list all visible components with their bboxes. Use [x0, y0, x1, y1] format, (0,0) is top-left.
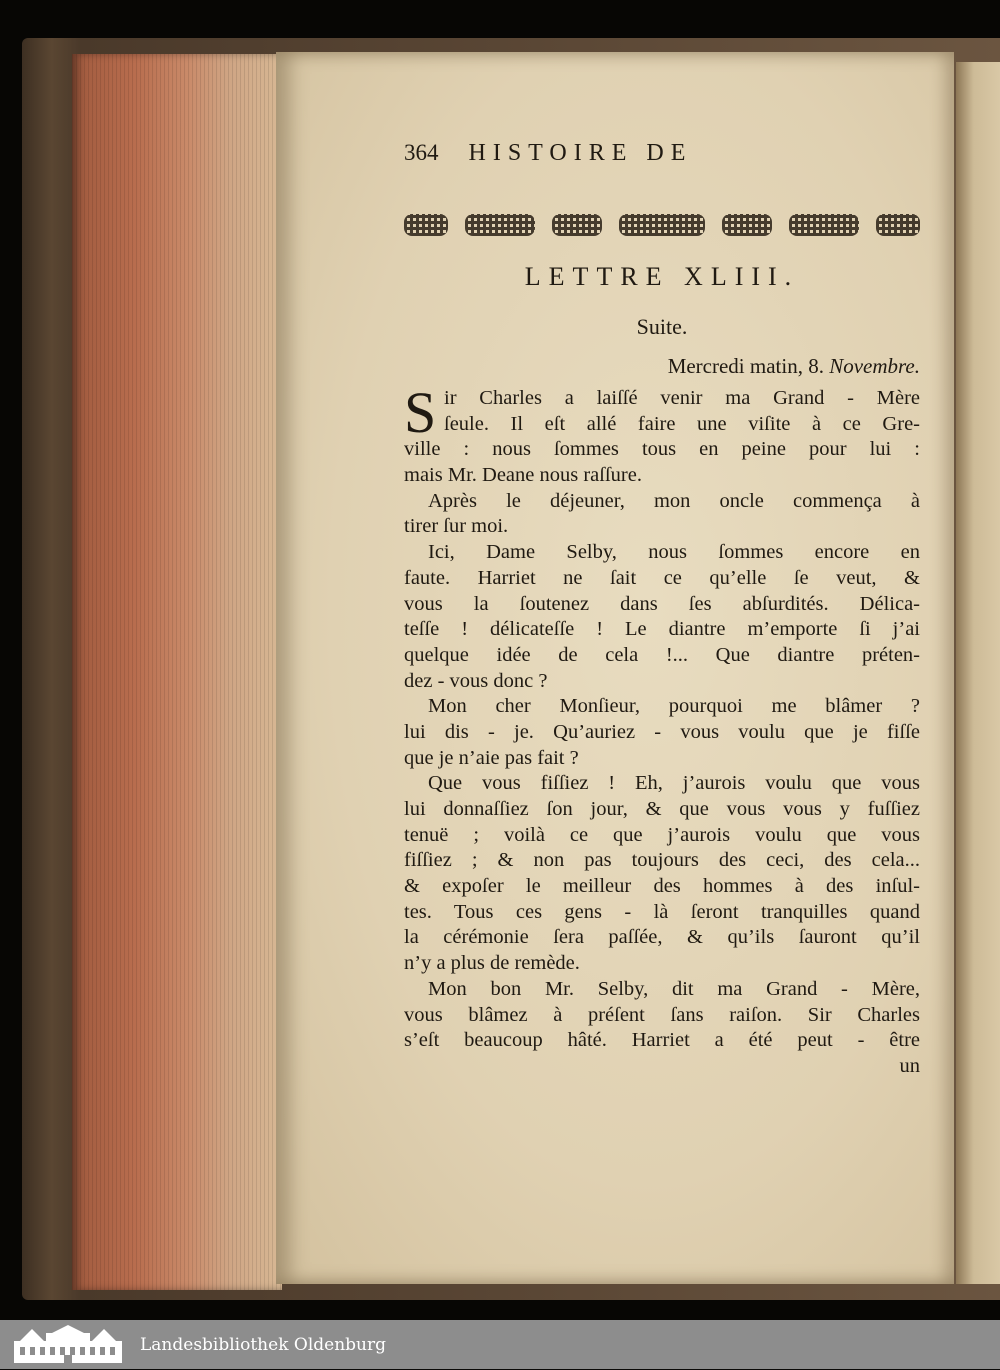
body-text [404, 380, 920, 1080]
dateline [404, 354, 920, 384]
ornament-band-icon [404, 208, 920, 242]
text-line: vous blâmez à préſent ſans raiſon. Sir Charles [404, 1003, 920, 1026]
text-line: la cérémonie ſera paſſée, & qu’ils ſauront qu’il [404, 926, 920, 949]
text-line: ville : nous ſommes tous en peine pour lui : [404, 438, 920, 461]
text-line: Après le déjeuner, mon oncle commença à [428, 489, 920, 512]
dateline-prefix: Mercredi matin, 8. [667, 354, 824, 378]
drop-cap: S [404, 380, 437, 445]
text-line: s’eſt beaucoup hâté. Harriet a été peut - être [404, 1029, 920, 1052]
running-head [404, 140, 920, 180]
text-line: Mon cher Monſieur, pourquoi me blâmer ? [428, 695, 920, 718]
text-line: faute. Harriet ne ſait ce qu’elle ſe veut, & [404, 566, 920, 589]
page-content [404, 140, 920, 1080]
letter-subtitle: Suite. [636, 314, 688, 339]
catchword: un [899, 1054, 920, 1077]
text-line: & expoſer le meilleur des hommes à des inſul- [404, 875, 920, 898]
library-building-icon [12, 1325, 124, 1365]
text-line: vous la ſoutenez dans ſes abſurdités. Délica- [404, 592, 920, 615]
library-name: Landesbibliothek Oldenburg [140, 1334, 387, 1355]
text-line: mais Mr. Deane nous raſſure. [404, 464, 642, 487]
text-line: fiſſiez ; & non pas toujours des ceci, des cela... [404, 849, 920, 872]
text-line: tes. Tous ces gens - là ſeront tranquilles quand [404, 900, 920, 923]
text-line: n’y a plus de remède. [404, 952, 580, 975]
dateline-month: Novembre. [829, 354, 920, 378]
text-line: lui donnaſſiez ſon jour, & que vous vous y fuſſiez [404, 798, 920, 820]
text-line: Ici, Dame Selby, nous ſommes encore en [428, 541, 920, 564]
text-line: tirer ſur moi. [404, 515, 509, 538]
viewer-footer [0, 1320, 1000, 1369]
text-line: ir Charles a laiſſé venir ma Grand - Mère [444, 387, 920, 409]
text-line: tenuë ; voilà ce que j’aurois voulu que vous [404, 823, 920, 846]
text-line: lui dis - je. Qu’auriez - vous voulu que je fiſſe [404, 720, 920, 743]
text-line: que je n’aie pas fait ? [404, 746, 579, 769]
facing-page [956, 62, 1000, 1284]
opening-paragraph [404, 380, 920, 445]
text-line: ſeule. Il eſt allé faire une viſite à ce Gre- [444, 412, 920, 435]
letter-title: LETTRE XLIII. [524, 262, 800, 291]
running-head-title: HISTOIRE DE [468, 140, 693, 166]
page-edges [72, 54, 282, 1290]
text-line: Que vous fiſſiez ! Eh, j’aurois voulu que vous [428, 772, 920, 795]
text-line: quelque idée de cela !... Que diantre préten- [404, 643, 920, 666]
text-line: dez - vous donc ? [404, 669, 548, 692]
text-line: teſſe ! délicateſſe ! Le diantre m’emporte ſi j’ai [404, 618, 920, 641]
text-line: Mon bon Mr. Selby, dit ma Grand - Mère, [428, 977, 920, 1000]
page-number: 364 [404, 140, 439, 165]
